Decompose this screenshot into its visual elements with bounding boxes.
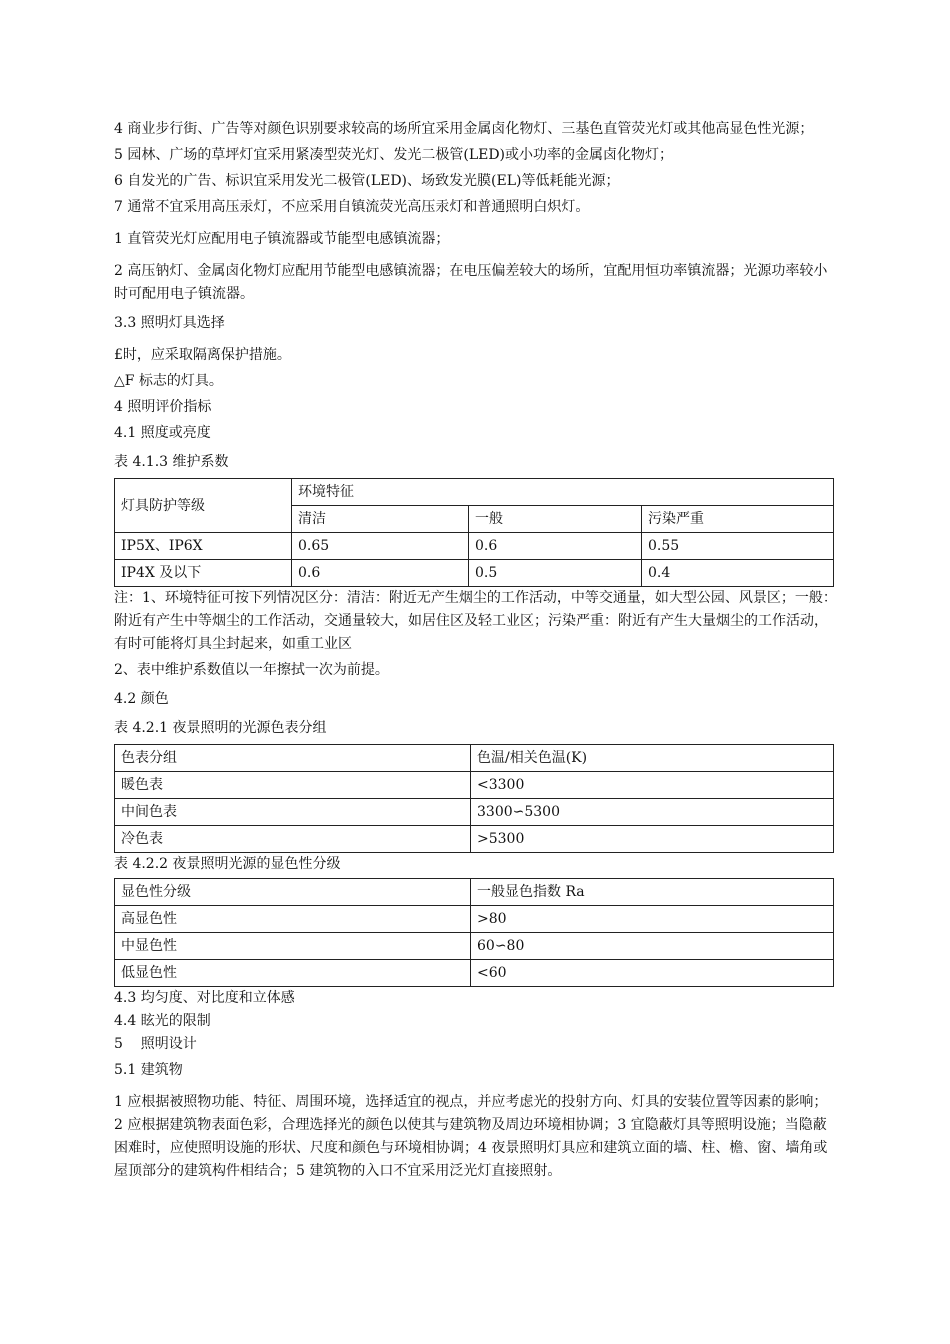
table-cell: 60∽80 <box>471 933 834 960</box>
table-subheader-cell: 清洁 <box>292 506 469 533</box>
table-row <box>115 960 834 987</box>
table-cell: IP4X 及以下 <box>115 560 292 587</box>
section-heading-4-4: 4.4 眩光的限制 <box>114 1013 211 1029</box>
table-header-cell: 色表分组 <box>115 745 471 772</box>
table-row <box>115 933 834 960</box>
table-cell: 0.6 <box>292 560 469 587</box>
table-row <box>115 533 834 560</box>
table-cell: 0.4 <box>642 560 834 587</box>
table-cell: 暖色表 <box>115 772 471 799</box>
table-cell: 冷色表 <box>115 826 471 853</box>
table-header-cell: 显色性分级 <box>115 879 471 906</box>
table-subheader-cell: 污染严重 <box>642 506 834 533</box>
table-row <box>115 906 834 933</box>
table-cell: 0.55 <box>642 533 834 560</box>
section-heading-4-1: 4.1 照度或亮度 <box>114 425 211 441</box>
color-appearance-table <box>114 744 834 853</box>
paragraph-item-6: 6 自发光的广告、标识宜采用发光二极管(LED)、场致发光膜(EL)等低耗能光源； <box>114 173 620 189</box>
section-heading-4: 4 照明评价指标 <box>114 399 212 415</box>
table-cell: 3300∽5300 <box>471 799 834 826</box>
table-group-header-cell: 环境特征 <box>292 479 834 506</box>
table-caption-4-1-3: 表 4.1.3 维护系数 <box>114 454 229 470</box>
table-note-1: 注：1、环境特征可按下列情况区分：清洁：附近无产生烟尘的工作活动，中等交通量，如大型公园、风景区；一般：附近有产生中等烟尘的工作活动，交通量较大，如居住区及轻工业区；污染严重：附近有产生大量烟尘的工作活动，有时可能将灯具尘封起来，如重工业区 <box>114 590 837 652</box>
table-cell: >5300 <box>471 826 834 853</box>
table-header-row <box>115 879 834 906</box>
section-heading-3-3: 3.3 照明灯具选择 <box>114 315 225 331</box>
table-cell: 低显色性 <box>115 960 471 987</box>
table-cell: 0.65 <box>292 533 469 560</box>
table-caption-4-2-2: 表 4.2.2 夜景照明光源的显色性分级 <box>114 856 341 872</box>
table-cell: 0.6 <box>469 533 642 560</box>
table-cell: 中显色性 <box>115 933 471 960</box>
paragraph-ballast-2: 2 高压钠灯、金属卤化物灯应配用节能型电感镇流器；在电压偏差较大的场所，宜配用恒功率镇流器；光源功率较小时可配用电子镇流器。 <box>114 263 828 302</box>
section-heading-5: 5 照明设计 <box>114 1036 197 1052</box>
table-row <box>115 772 834 799</box>
table-row <box>115 799 834 826</box>
section-heading-4-2: 4.2 颜色 <box>114 691 169 707</box>
table-header-row <box>115 479 834 506</box>
document-page <box>114 118 838 1183</box>
paragraph-ballast-1: 1 直管荧光灯应配用电子镇流器或节能型电感镇流器； <box>114 231 450 247</box>
table-cell: >80 <box>471 906 834 933</box>
table-cell: IP5X、IP6X <box>115 533 292 560</box>
table-subheader-cell: 一般 <box>469 506 642 533</box>
table-header-cell: 灯具防护等级 <box>115 479 292 533</box>
table-cell: <3300 <box>471 772 834 799</box>
table-cell: <60 <box>471 960 834 987</box>
paragraph-item-7: 7 通常不宜采用高压汞灯，不应采用自镇流荧光高压汞灯和普通照明白炽灯。 <box>114 199 590 215</box>
table-caption-4-2-1: 表 4.2.1 夜景照明的光源色表分组 <box>114 720 327 736</box>
paragraph-item-4: 4 商业步行街、广告等对颜色识别要求较高的场所宜采用金属卤化物灯、三基色直管荧光灯或其他高显色性光源； <box>114 121 814 137</box>
paragraph-isolation: £时，应采取隔离保护措施。 <box>114 347 291 363</box>
table-cell: 0.5 <box>469 560 642 587</box>
table-note-2: 2、表中维护系数值以一年擦拭一次为前提。 <box>114 662 389 678</box>
table-header-row <box>115 745 834 772</box>
paragraph-f-mark: △F 标志的灯具。 <box>114 373 223 389</box>
table-header-cell: 色温/相关色温(K) <box>471 745 834 772</box>
color-rendering-table <box>114 878 834 987</box>
paragraph-item-5: 5 园林、广场的草坪灯宜采用紧凑型荧光灯、发光二极管(LED)或小功率的金属卤化物灯； <box>114 147 674 163</box>
table-row <box>115 560 834 587</box>
maintenance-factor-table <box>114 478 834 587</box>
section-heading-5-1: 5.1 建筑物 <box>114 1062 183 1078</box>
section-heading-4-3: 4.3 均匀度、对比度和立体感 <box>114 990 295 1006</box>
table-cell: 高显色性 <box>115 906 471 933</box>
table-row <box>115 826 834 853</box>
table-cell: 中间色表 <box>115 799 471 826</box>
building-item-1: 1 应根据被照物功能、特征、周围环境，选择适宜的视点，并应考虑光的投射方向、灯具的安装位置等因素的影响； <box>114 1094 828 1110</box>
table-header-cell: 一般显色指数 Ra <box>471 879 834 906</box>
building-item-2: 2 应根据建筑物表面色彩，合理选择光的颜色以使其与建筑物及周边环境相协调；3 宜隐蔽灯具等照明设施；当隐蔽困难时，应使照明设施的形状、尺度和颜色与环境相协调；4 夜景照明灯具应和建筑立面的墙、柱、檐、窗、墙角或屋顶部分的建筑构件相结合；5 建筑物的入口不宜采用泛光灯直接照射。 <box>114 1117 828 1179</box>
